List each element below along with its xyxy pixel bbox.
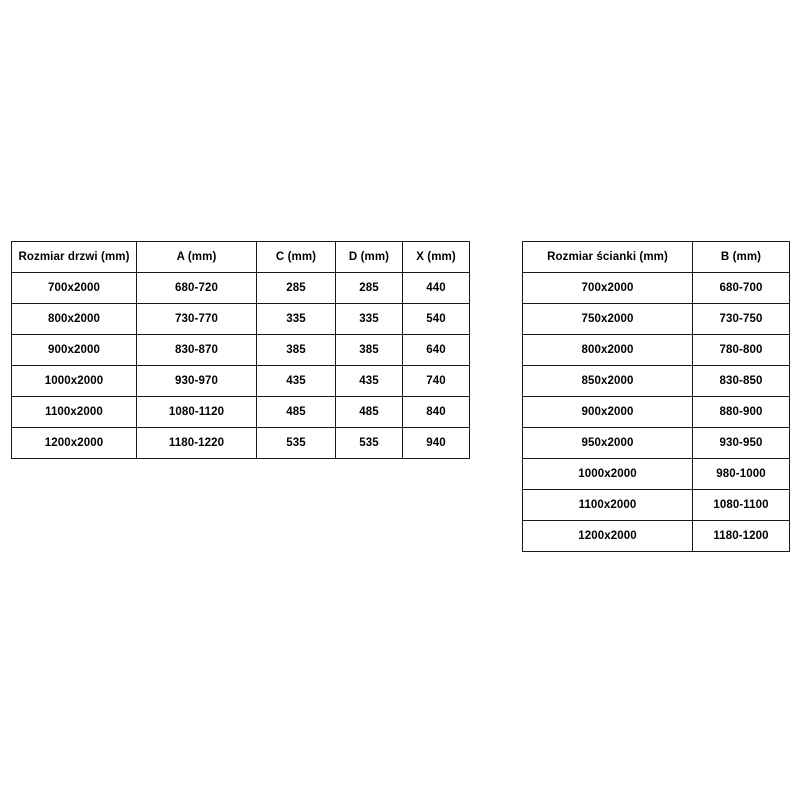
- cell-b: 1180-1200: [693, 521, 790, 552]
- cell-door-size: 900x2000: [12, 335, 137, 366]
- table-row: [12, 335, 470, 366]
- cell-b: 1080-1100: [693, 490, 790, 521]
- table-row: [523, 366, 790, 397]
- table-row: [12, 366, 470, 397]
- cell-a: 1180-1220: [137, 428, 257, 459]
- table-row: [12, 304, 470, 335]
- cell-wall-size: 850x2000: [523, 366, 693, 397]
- cell-wall-size: 800x2000: [523, 335, 693, 366]
- cell-c: 285: [257, 273, 336, 304]
- cell-a: 1080-1120: [137, 397, 257, 428]
- cell-c: 485: [257, 397, 336, 428]
- cell-wall-size: 700x2000: [523, 273, 693, 304]
- table-row: [523, 335, 790, 366]
- cell-wall-size: 1100x2000: [523, 490, 693, 521]
- cell-b: 830-850: [693, 366, 790, 397]
- cell-b: 780-800: [693, 335, 790, 366]
- cell-c: 335: [257, 304, 336, 335]
- table-row: [523, 490, 790, 521]
- cell-door-size: 1200x2000: [12, 428, 137, 459]
- cell-b: 730-750: [693, 304, 790, 335]
- table-header-row: [523, 242, 790, 273]
- column-header-b: B (mm): [693, 242, 790, 273]
- cell-a: 830-870: [137, 335, 257, 366]
- table-header-row: [12, 242, 470, 273]
- table-row: [523, 397, 790, 428]
- table-row: [523, 273, 790, 304]
- cell-a: 680-720: [137, 273, 257, 304]
- cell-door-size: 800x2000: [12, 304, 137, 335]
- cell-wall-size: 1000x2000: [523, 459, 693, 490]
- column-header-c: C (mm): [257, 242, 336, 273]
- table-row: [523, 459, 790, 490]
- cell-a: 930-970: [137, 366, 257, 397]
- cell-x: 840: [403, 397, 470, 428]
- cell-door-size: 700x2000: [12, 273, 137, 304]
- cell-d: 285: [336, 273, 403, 304]
- cell-x: 540: [403, 304, 470, 335]
- cell-x: 740: [403, 366, 470, 397]
- column-header-door-size: Rozmiar drzwi (mm): [12, 242, 137, 273]
- table-row: [12, 428, 470, 459]
- cell-c: 385: [257, 335, 336, 366]
- cell-c: 535: [257, 428, 336, 459]
- cell-d: 385: [336, 335, 403, 366]
- door-size-table: [11, 241, 470, 459]
- column-header-x: X (mm): [403, 242, 470, 273]
- cell-wall-size: 950x2000: [523, 428, 693, 459]
- wall-size-table: [522, 241, 790, 552]
- cell-x: 640: [403, 335, 470, 366]
- cell-x: 440: [403, 273, 470, 304]
- cell-b: 980-1000: [693, 459, 790, 490]
- cell-b: 930-950: [693, 428, 790, 459]
- table-row: [12, 273, 470, 304]
- cell-d: 535: [336, 428, 403, 459]
- cell-d: 435: [336, 366, 403, 397]
- table-row: [523, 304, 790, 335]
- column-header-a: A (mm): [137, 242, 257, 273]
- cell-door-size: 1000x2000: [12, 366, 137, 397]
- cell-b: 880-900: [693, 397, 790, 428]
- cell-door-size: 1100x2000: [12, 397, 137, 428]
- column-header-d: D (mm): [336, 242, 403, 273]
- cell-c: 435: [257, 366, 336, 397]
- table-row: [523, 428, 790, 459]
- cell-wall-size: 750x2000: [523, 304, 693, 335]
- cell-wall-size: 1200x2000: [523, 521, 693, 552]
- cell-a: 730-770: [137, 304, 257, 335]
- cell-b: 680-700: [693, 273, 790, 304]
- cell-wall-size: 900x2000: [523, 397, 693, 428]
- table-row: [12, 397, 470, 428]
- column-header-wall-size: Rozmiar ścianki (mm): [523, 242, 693, 273]
- table-row: [523, 521, 790, 552]
- cell-d: 485: [336, 397, 403, 428]
- cell-x: 940: [403, 428, 470, 459]
- cell-d: 335: [336, 304, 403, 335]
